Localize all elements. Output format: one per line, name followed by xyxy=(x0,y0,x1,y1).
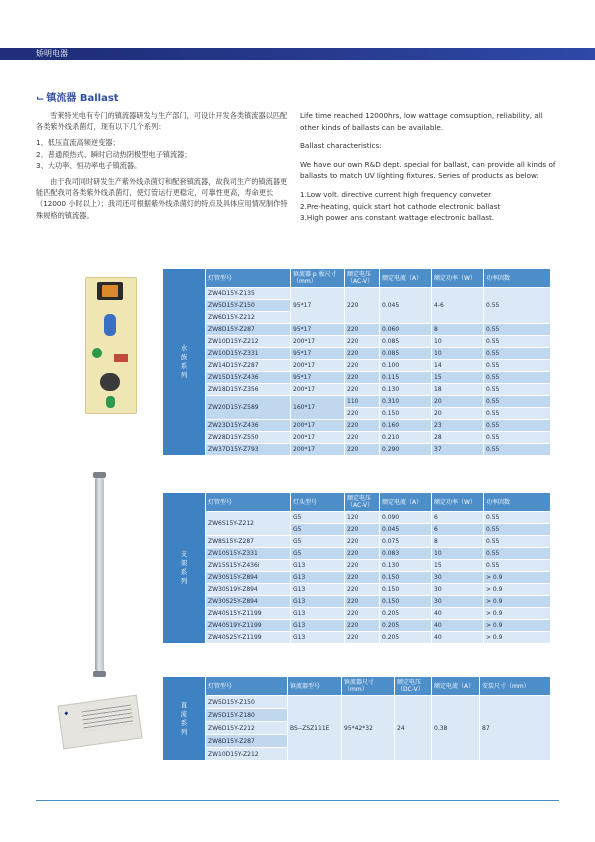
table-cell: 220 xyxy=(345,336,380,348)
column-header: 灯头型号 xyxy=(291,493,345,512)
table-cell: 95*17 xyxy=(291,372,345,384)
table-cell: 220 xyxy=(345,432,380,444)
cn-intro: 雪莱特光电有专门的镇流器研发与生产部门，可设计开发各类镇流器以匹配各类紫外线杀菌灯，现有以下几个系列： xyxy=(36,111,288,132)
table-cell: 0.55 xyxy=(484,288,551,324)
table-cell: 220 xyxy=(345,524,380,536)
table-cell: 0.205 xyxy=(380,632,432,644)
table-cell: 37 xyxy=(432,444,484,456)
table-cell: > 0.9 xyxy=(484,632,551,644)
table-cell: 0.290 xyxy=(380,444,432,456)
cn-list-item: 2、普通预热式、瞬时启动热阴极型电子镇流器； xyxy=(36,149,192,159)
table-cell: 110 xyxy=(345,396,380,408)
table-cell: 220 xyxy=(345,360,380,372)
series-label xyxy=(163,677,206,761)
table-cell: 40 xyxy=(432,620,484,632)
table-cell: 220 xyxy=(345,536,380,548)
en-paragraph: We have our own R&D dept. special for ballast, can provide all kinds of ballasts to match UV lighting fixtures. Series of products as below: xyxy=(300,159,556,181)
en-list-item: 3.High power ans constant wattage electronic ballast. xyxy=(300,213,495,223)
table-cell: > 0.9 xyxy=(484,608,551,620)
table-cell: 0.55 xyxy=(484,408,551,420)
chinese-description xyxy=(36,110,294,221)
table-cell: ZW28D15Y-Z550 xyxy=(206,432,291,444)
table-cell: 15 xyxy=(432,372,484,384)
table-cell: 8 xyxy=(432,324,484,336)
table-cell: 95*17 xyxy=(291,348,345,360)
table-cell: G13 xyxy=(291,560,345,572)
table-cell: 30 xyxy=(432,584,484,596)
column-header: 额定功率（W） xyxy=(432,269,484,288)
table-cell: ZW40S25Y-Z1199 xyxy=(206,632,291,644)
table-row xyxy=(163,384,551,396)
series-label-text: 支 架 系 列 xyxy=(180,550,188,585)
table-cell: 220 xyxy=(345,384,380,396)
table-cell: ZW6S15Y-Z212 xyxy=(206,512,291,536)
aquarium-series-table xyxy=(162,268,551,456)
table-cell: 200*17 xyxy=(291,432,345,444)
header-company-label: 矫明电器 xyxy=(36,49,68,58)
table-cell: ZW20D15Y-Z589 xyxy=(206,396,291,420)
table-cell: 23 xyxy=(432,420,484,432)
table-cell: ZW37D15Y-Z793 xyxy=(206,444,291,456)
table-cell: 95*17 xyxy=(291,288,345,324)
table-cell: 0.083 xyxy=(380,548,432,560)
table-cell: G13 xyxy=(291,632,345,644)
table-cell: 0.150 xyxy=(380,408,432,420)
table-row xyxy=(163,444,551,456)
table-cell: 0.090 xyxy=(380,512,432,524)
series-label xyxy=(163,269,206,456)
table-cell: > 0.9 xyxy=(484,596,551,608)
table-cell: 220 xyxy=(345,324,380,336)
section-marker-icon: ⌙ xyxy=(36,93,45,104)
table-cell: 220 xyxy=(345,372,380,384)
table-cell: 6 xyxy=(432,512,484,524)
series-label-text: 直 流 系 列 xyxy=(180,700,188,736)
column-header: 灯管型号 xyxy=(206,269,291,288)
table-cell: ZW8D15Y-Z287 xyxy=(206,324,291,336)
table-row xyxy=(163,596,551,608)
table-cell: ZW6D15Y-Z212 xyxy=(206,722,288,735)
table-row xyxy=(163,560,551,572)
table-cell: 0.130 xyxy=(380,560,432,572)
table-cell: 10 xyxy=(432,336,484,348)
table-cell: 200*17 xyxy=(291,360,345,372)
table-cell: 6 xyxy=(432,524,484,536)
table-cell: ZW5D15Y-Z180 xyxy=(206,709,288,722)
table-cell: 220 xyxy=(345,572,380,584)
table-cell: BS--ZSZ111E xyxy=(288,696,342,761)
table-cell: 200*17 xyxy=(291,384,345,396)
column-header: 额定电压（AC-V） xyxy=(345,493,380,512)
bracket-series-table xyxy=(162,492,551,644)
table-cell: ZW15D15Y-Z436 xyxy=(206,372,291,384)
table-cell: 0.55 xyxy=(484,336,551,348)
table-row xyxy=(163,420,551,432)
table-cell: 220 xyxy=(345,444,380,456)
table-cell: 10 xyxy=(432,348,484,360)
table-cell: 0.55 xyxy=(484,348,551,360)
table-cell: 0.55 xyxy=(484,420,551,432)
table-cell: 0.55 xyxy=(484,524,551,536)
table-cell: ZW4D15Y-Z135 xyxy=(206,288,291,300)
table-cell: 0.085 xyxy=(380,348,432,360)
table-cell: G13 xyxy=(291,584,345,596)
en-list-item: 2.Pre-heating, quick start hot cathode electronic ballast xyxy=(300,201,501,211)
table-cell: 0.55 xyxy=(484,360,551,372)
table-cell: 24 xyxy=(395,696,432,761)
table-cell: ZW5D15Y-Z150 xyxy=(206,696,288,709)
table-cell: > 0.9 xyxy=(484,584,551,596)
table-cell: 28 xyxy=(432,432,484,444)
en-line: Life time reached 12000hrs, low wattage comsuption, reliability, all other kinds of ballasts can be available. xyxy=(300,111,543,132)
cn-list-item: 1、低压直流高频逆变器； xyxy=(36,138,120,148)
table-cell: 95*42*32 xyxy=(342,696,395,761)
column-header: 灯管型号 xyxy=(206,677,288,696)
table-cell: 0.55 xyxy=(484,324,551,336)
table-cell: 0.55 xyxy=(484,396,551,408)
footer-rule xyxy=(36,800,559,801)
table-cell: ZW18D15Y-Z356 xyxy=(206,384,291,396)
table-cell: 0.55 xyxy=(484,432,551,444)
table-cell: G5 xyxy=(291,524,345,536)
table-cell: 18 xyxy=(432,384,484,396)
table-cell: ZW30S25Y-Z894 xyxy=(206,596,291,608)
table-cell: 15 xyxy=(432,560,484,572)
column-header: 额定功率（W） xyxy=(432,493,484,512)
en-list-item: 1.Low volt. directive current high frequency conveter xyxy=(300,189,492,199)
table-row xyxy=(163,336,551,348)
table-cell: 220 xyxy=(345,596,380,608)
table-row xyxy=(163,620,551,632)
table-cell: 220 xyxy=(345,348,380,360)
en-label: Ballast characteristics: xyxy=(300,141,382,151)
table-cell: 0.38 xyxy=(432,696,480,761)
table-row xyxy=(163,608,551,620)
table-cell: > 0.9 xyxy=(484,572,551,584)
table-cell: 40 xyxy=(432,608,484,620)
table-row xyxy=(163,548,551,560)
table-cell: 0.55 xyxy=(484,536,551,548)
table-row xyxy=(163,324,551,336)
table-cell: ZW40S19Y-Z1199 xyxy=(206,620,291,632)
table-cell: 220 xyxy=(345,408,380,420)
table-cell: ZW8D15Y-Z287 xyxy=(206,735,288,748)
table-cell: 0.150 xyxy=(380,584,432,596)
table-cell: 0.160 xyxy=(380,420,432,432)
table-cell: ZW10D15Y-Z212 xyxy=(206,748,288,761)
cn-list-item: 3、大功率、恒功率电子镇流器。 xyxy=(36,160,142,170)
table-cell: 220 xyxy=(345,584,380,596)
table-cell: 0.045 xyxy=(380,288,432,324)
column-header: 功率因数 xyxy=(484,269,551,288)
section-title xyxy=(36,89,119,104)
table-cell: ZW8S15Y-Z287 xyxy=(206,536,291,548)
table-cell: 160*17 xyxy=(291,396,345,420)
table-row xyxy=(163,632,551,644)
table-row xyxy=(163,432,551,444)
column-header: 镇流器 p 板尺寸（mm） xyxy=(291,269,345,288)
table-cell: 200*17 xyxy=(291,420,345,432)
table-cell: 220 xyxy=(345,620,380,632)
table-cell: 87 xyxy=(480,696,551,761)
brand-logo-icon: ◆ xyxy=(64,710,69,717)
table-cell: G5 xyxy=(291,536,345,548)
column-header: 额定电流（A） xyxy=(432,677,480,696)
table-cell: 30 xyxy=(432,596,484,608)
table-cell: G13 xyxy=(291,608,345,620)
circuit-board-image xyxy=(85,277,137,414)
table-row xyxy=(163,512,551,524)
table-cell: 0.55 xyxy=(484,372,551,384)
table-cell: 220 xyxy=(345,560,380,572)
series-label xyxy=(163,493,206,644)
dc-series-table xyxy=(162,676,551,761)
table-cell: 10 xyxy=(432,548,484,560)
table-cell: 0.205 xyxy=(380,608,432,620)
table-cell: G5 xyxy=(291,548,345,560)
table-cell: 0.55 xyxy=(484,444,551,456)
table-row xyxy=(163,696,551,709)
table-cell: ZW14D15Y-Z287 xyxy=(206,360,291,372)
table-cell: 0.150 xyxy=(380,572,432,584)
english-description xyxy=(300,110,562,224)
table-cell: 0.045 xyxy=(380,524,432,536)
table-row xyxy=(163,348,551,360)
table-cell: 0.100 xyxy=(380,360,432,372)
table-cell: 0.150 xyxy=(380,596,432,608)
table-cell: G13 xyxy=(291,596,345,608)
table-row xyxy=(163,572,551,584)
table-cell: 220 xyxy=(345,608,380,620)
table-cell: 120 xyxy=(345,512,380,524)
table-cell: 95*17 xyxy=(291,324,345,336)
table-cell: 0.075 xyxy=(380,536,432,548)
column-header: 额定电压（AC-V） xyxy=(345,269,380,288)
table-row xyxy=(163,584,551,596)
table-cell: ZW5D15Y-Z150 xyxy=(206,300,291,312)
table-cell: ZW10D15Y-Z331 xyxy=(206,348,291,360)
table-cell: 220 xyxy=(345,420,380,432)
table-cell: 0.205 xyxy=(380,620,432,632)
table-cell: 20 xyxy=(432,408,484,420)
table-cell: ZW10D15Y-Z212 xyxy=(206,336,291,348)
table-cell: 30 xyxy=(432,572,484,584)
table-cell: 0.060 xyxy=(380,324,432,336)
table-cell: ZW30S15Y-Z894 xyxy=(206,572,291,584)
column-header: 镇流器尺寸（mm） xyxy=(342,677,395,696)
table-cell: > 0.9 xyxy=(484,620,551,632)
table-cell: ZW40S15Y-Z1199 xyxy=(206,608,291,620)
table-cell: 4-6 xyxy=(432,288,484,324)
table-cell: G13 xyxy=(291,572,345,584)
ballast-box-image xyxy=(57,695,142,750)
column-header: 安装尺寸（mm） xyxy=(480,677,551,696)
header-bar-gradient xyxy=(95,48,595,60)
table-cell: 220 xyxy=(345,632,380,644)
table-cell: ZW30S19Y-Z894 xyxy=(206,584,291,596)
table-cell: 200*17 xyxy=(291,336,345,348)
table-row xyxy=(163,396,551,408)
table-row xyxy=(163,372,551,384)
column-header: 功率因数 xyxy=(484,493,551,512)
table-cell: ZW6D15Y-Z212 xyxy=(206,312,291,324)
table-cell: 200*17 xyxy=(291,444,345,456)
table-cell: 0.55 xyxy=(484,548,551,560)
column-header: 额定电流（A） xyxy=(380,493,432,512)
table-cell: ZW23D15Y-Z436 xyxy=(206,420,291,432)
table-cell: 0.210 xyxy=(380,432,432,444)
table-row xyxy=(163,288,551,300)
table-cell: 0.55 xyxy=(484,384,551,396)
cn-paragraph: 由于我司同时研发生产紫外线杀菌灯和配套镇流器，故我司生产的镇流器更能匹配我司各类紫外线杀菌灯，使灯管运行更稳定，可靠性更高，寿命更长（12000 小时以上）；我司还可根据紫外线杀菌灯的特点及具体应用情况制作特殊规格的镇流器。 xyxy=(36,177,288,220)
table-cell: ZW10S15Y-Z331 xyxy=(206,548,291,560)
column-header: 额定电压（DC-V） xyxy=(395,677,432,696)
table-cell: ZW15S15Y-Z436i xyxy=(206,560,291,572)
table-cell: G5 xyxy=(291,512,345,524)
table-cell: 0.310 xyxy=(380,396,432,408)
section-title-text: 镇流器 Ballast xyxy=(46,93,119,104)
table-cell: G13 xyxy=(291,620,345,632)
table-cell: 0.130 xyxy=(380,384,432,396)
table-row xyxy=(163,536,551,548)
table-cell: 0.085 xyxy=(380,336,432,348)
table-cell: 0.115 xyxy=(380,372,432,384)
table-cell: 0.55 xyxy=(484,560,551,572)
column-header: 额定电流（A） xyxy=(380,269,432,288)
table-cell: 40 xyxy=(432,632,484,644)
table-cell: 220 xyxy=(345,548,380,560)
series-label-text: 水 族 系 列 xyxy=(180,344,188,379)
table-cell: 14 xyxy=(432,360,484,372)
column-header: 灯管型号 xyxy=(206,493,291,512)
table-cell: 8 xyxy=(432,536,484,548)
table-row xyxy=(163,360,551,372)
table-cell: 0.55 xyxy=(484,512,551,524)
uv-lamp-tube-image xyxy=(95,477,104,672)
column-header: 镇流器型号 xyxy=(288,677,342,696)
table-cell: 20 xyxy=(432,396,484,408)
header-bar xyxy=(0,48,595,60)
table-cell: 220 xyxy=(345,288,380,324)
